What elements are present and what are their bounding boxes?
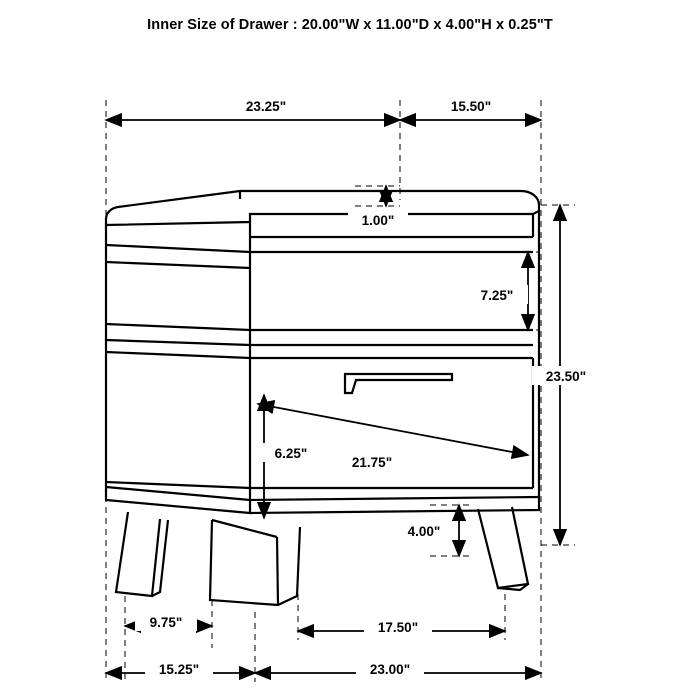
dim-drawer-front-height: 6.25": [274, 446, 308, 461]
dim-drawer-front-width: 21.75": [351, 455, 393, 470]
dim-top-right-depth: 15.50": [450, 99, 492, 114]
guide-lines: [106, 100, 575, 682]
cabinet-outline: [106, 191, 539, 513]
dim-base-depth: 15.25": [158, 662, 200, 677]
dim-overall-width: 23.00": [369, 662, 411, 677]
dim-base-width: 17.50": [377, 620, 419, 635]
dim-top-thickness: 1.00": [361, 213, 395, 228]
dim-leg-depth: 9.75": [149, 615, 183, 630]
dim-top-left-width: 23.25": [245, 99, 287, 114]
dimension-arrows: [106, 120, 560, 673]
dim-shelf-opening-height: 7.25": [480, 288, 514, 303]
dim-leg-height: 4.00": [407, 524, 441, 539]
page-title: Inner Size of Drawer : 20.00"W x 11.00"D x 4.00"H x 0.25"T: [147, 17, 553, 33]
dimension-labels: [135, 96, 600, 678]
dim-overall-height: 23.50": [545, 369, 587, 384]
